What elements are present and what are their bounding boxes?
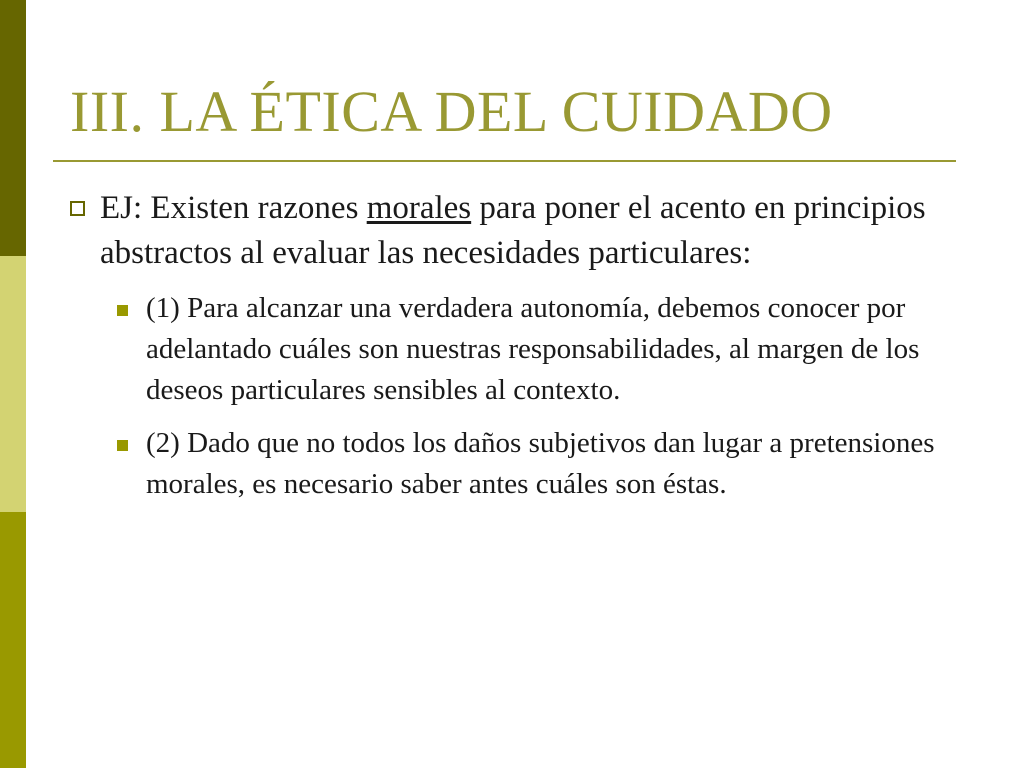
bullet-text-suffix: para poner el acento en principios abstractos al evaluar las necesidades particulares:: [100, 190, 926, 271]
sub-bullet-item-2: [146, 423, 961, 505]
sidebar-decoration: [0, 0, 26, 768]
sub-bullet-text: (2) Dado que no todos los daños subjetivos dan lugar a pretensiones morales, es necesario saber antes cuáles son éstas.: [146, 427, 935, 500]
sidebar-segment-top: [0, 0, 26, 256]
sub-bullet-item-1: [146, 288, 961, 411]
slide-body: [66, 186, 966, 517]
bullet-item-main: [66, 186, 960, 276]
sidebar-segment-middle: [0, 256, 26, 512]
hollow-square-bullet-icon: [70, 201, 85, 216]
title-divider: [53, 160, 956, 162]
filled-square-bullet-icon: [117, 305, 128, 316]
bullet-text-prefix: EJ: Existen razones: [100, 190, 367, 226]
slide-title: III. LA ÉTICA DEL CUIDADO: [70, 79, 833, 144]
bullet-text-underlined: morales: [366, 190, 472, 226]
sub-bullet-text: (1) Para alcanzar una verdadera autonomía, debemos conocer por adelantado cuáles son nuestras responsabilidades, al margen de los deseos particulares sensibles al contexto.: [146, 292, 920, 406]
sub-bullet-list: [66, 288, 966, 505]
sidebar-segment-bottom: [0, 512, 26, 768]
filled-square-bullet-icon: [117, 440, 128, 451]
